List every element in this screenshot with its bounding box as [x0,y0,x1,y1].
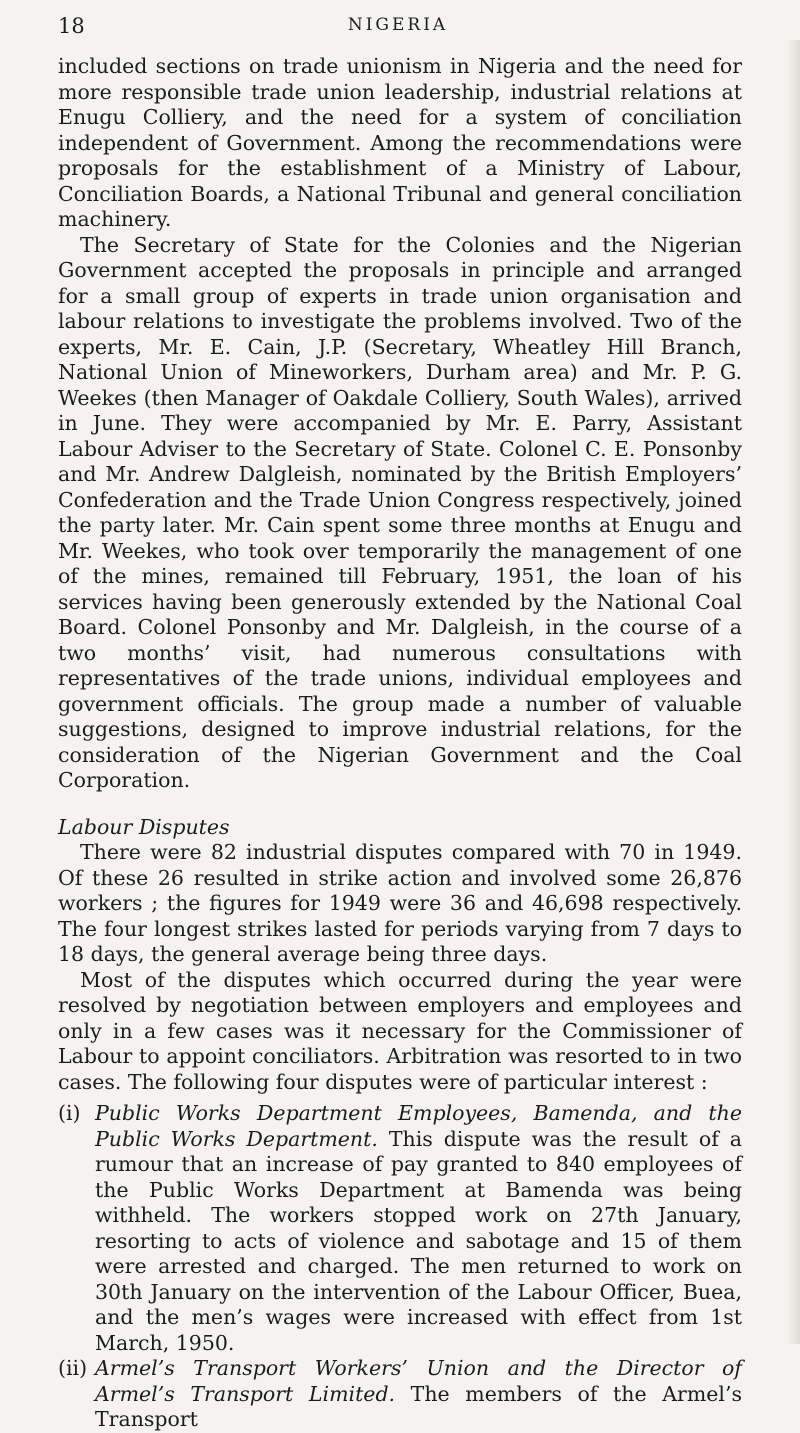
list-item [58,1356,742,1433]
list-item-text: The members of the Armel’s Transport [95,1381,742,1431]
paragraph-dispute-resolution: Most of the disputes which occurred during the year were resolved by negotiation between employers and employees and only in a few cases was it necessary for the Commissioner of Labour to appoint conciliators. Arbitration was resorted to in two cases. The following four disputes were of particular interest : [58,967,742,1094]
paragraph-continuation: included sections on trade unionism in Nigeria and the need for more responsible trade union leadership, industrial relations at Enugu Colliery, and the need for a system of conciliation independent of Government. Among the recommendations were proposals for the establishment of a Ministry of Labour, Conciliation Boards, a National Tribunal and general conciliation machinery. [58,54,742,231]
page-edge-shadow [786,40,800,1344]
list-item-title: Armel’s Transport Workers’ Union and the Director of Armel’s Transport Limited. [95,1356,742,1406]
running-title: NIGERIA [347,15,449,35]
list-item-number: (ii) [58,1356,88,1380]
page-number: 18 [58,14,85,38]
list-item-body [95,1356,742,1433]
paragraph-experts: The Secretary of State for the Colonies and the Nigerian Government accepted the proposals in principle and arranged for a small group of experts in trade union organisation and labour relations to investigate the problems involved. Two of the experts, Mr. E. Cain, J.P. (Secretary, Wheatley Hill Branch, National Union of Mineworkers, Durham area) and Mr. P. G. Weekes (then Manager of Oakdale Colliery, South Wales), arrived in June. They were accompanied by Mr. E. Parry, Assistant Labour Adviser to the Secretary of State. Colonel C. E. Ponsonby and Mr. Andrew Dalgleish, nominated by the British Employers’ Confederation and the Trade Union Congress respectively, joined the party later. Mr. Cain spent some three months at Enugu and Mr. Weekes, who took over temporarily the management of one of the mines, remained till February, 1951, the loan of his services having been generously extended by the National Coal Board. Colonel Ponsonby and Mr. Dalgleish, in the course of a two months’ visit, had numerous consultations with representatives of the trade unions, individual employees and government officials. The group made a number of valuable suggestions, designed to improve industrial relations, for the consideration of the Nigerian Government and the Coal Corporation. [58,232,742,792]
list-item [58,1101,742,1356]
paragraph-dispute-figures: There were 82 industrial disputes compared with 70 in 1949. Of these 26 resulted in strike action and involved some 26,876 workers ; the figures for 1949 were 36 and 46,698 respectively. The four longest strikes lasted for periods varying from 7 days to 18 days, the general average being three days. [58,840,742,966]
list-item-body [95,1101,742,1356]
list-item-text: This dispute was the result of a rumour that an increase of pay granted to 840 employees of the Public Works Department at Bamenda was being withheld. The workers stopped work on 27th January, resorting to acts of violence and sabotage and 15 of them were arrested and charged. The men returned to work on 30th January on the intervention of the Labour Officer, Buea, and the men’s wages were increased with effect from 1st March, 1950. [95,1126,742,1355]
list-item-title: Public Works Department Employees, Bamenda, and the Public Works Department. [95,1101,742,1151]
section-heading-labour-disputes: Labour Disputes [58,814,230,839]
body-text [58,54,742,1433]
list-item-number: (i) [58,1101,81,1125]
page-header [58,14,738,42]
